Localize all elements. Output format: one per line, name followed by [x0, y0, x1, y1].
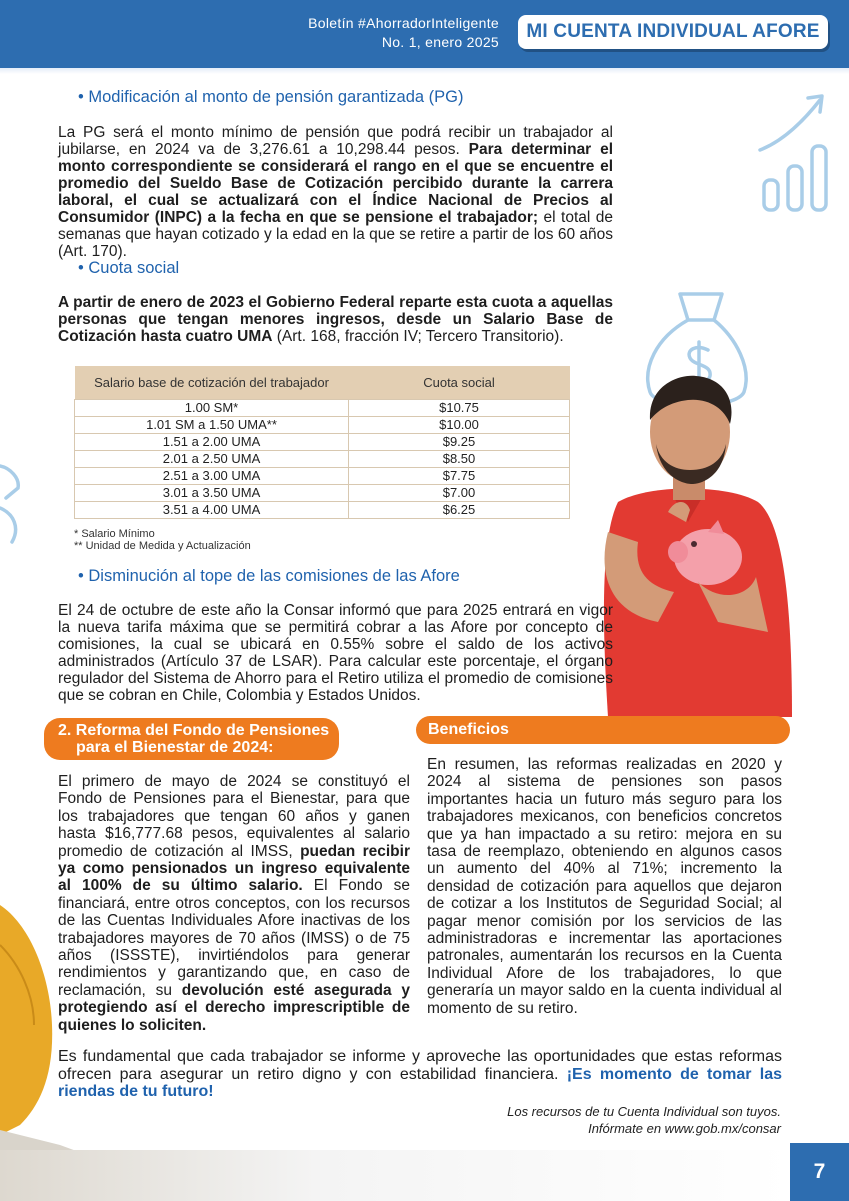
- bullet-cuota-social: • Cuota social: [78, 259, 180, 277]
- cuota-social-text: [58, 294, 613, 345]
- table-cell: 2.51 a 3.00 UMA: [75, 467, 349, 484]
- table-cell: 1.01 SM a 1.50 UMA**: [75, 416, 349, 433]
- table-row: [75, 484, 570, 501]
- left-bag-icon: [0, 458, 30, 548]
- page-number: 7: [790, 1143, 849, 1201]
- table-footnotes: [74, 528, 251, 552]
- table-cell: 1.51 a 2.00 UMA: [75, 433, 349, 450]
- table-row: [75, 501, 570, 518]
- reforma-heading-badge: [44, 718, 339, 760]
- reforma-text-bold2: devolución esté asegurada y protegiendo así el derecho imprescriptible de quienes lo soliciten.: [58, 981, 411, 1034]
- table-header-salario: Salario base de cotización del trabajador: [75, 366, 349, 399]
- header-title: MI CUENTA INDIVIDUAL AFORE: [526, 21, 820, 42]
- bulletin-name: Boletín #AhorradorInteligente: [308, 15, 499, 31]
- table-cell: $8.50: [349, 450, 570, 467]
- table-cell: $7.75: [349, 467, 570, 484]
- table-cell: 3.01 a 3.50 UMA: [75, 484, 349, 501]
- beneficios-heading: Beneficios: [428, 721, 509, 738]
- table-cell: $10.00: [349, 416, 570, 433]
- reforma-text: [58, 773, 410, 1034]
- cuota-social-table: [74, 366, 570, 519]
- table-cell: $9.25: [349, 433, 570, 450]
- bulletin-issue: No. 1, enero 2025: [381, 34, 499, 50]
- beneficios-text: En resumen, las reformas realizadas en 2020 y 2024 al sistema de pensiones son pasos importantes hacia un futuro más seguro para los trabajadores mexicanos, con beneficios concretos que ya han impactado a su retiro: mejora en su tasa de reemplazo, obteniendo en algunos casos un aumento del 40% al 71%; incremento la densidad de cotización para aquellos que dejaron de cotizar a los Institutos de Seguridad Social; al pagar menor comisión por los servicios de las administradoras e incrementar las aportaciones patronales, aumentarán los recursos en la Cuenta Individual Afore de los trabajadores, lo que generaría un mayor saldo en la cuenta individual al momento de su retiro.: [427, 756, 782, 1017]
- table-row: [75, 416, 570, 433]
- cuota-text-end: (Art. 168, fracción IV; Tercero Transitorio).: [276, 328, 564, 345]
- bullet-comisiones: • Disminución al tope de las comisiones de las Afore: [78, 567, 460, 585]
- signature-line1: Los recursos de tu Cuenta Individual son tuyos.: [507, 1104, 781, 1119]
- table-row: [75, 433, 570, 450]
- closing-text: Es fundamental que cada trabajador se informe y aproveche las oportunidades que estas reformas ofrecen para asegurar un retiro digno y con estabilidad financiera.: [58, 1048, 782, 1083]
- pg-text-plain: La PG será el monto mínimo de pensión que podrá recibir un trabajador al jubilarse, en 2024 va de 3,276.61 a 10,298.44 pesos.: [58, 124, 613, 158]
- pension-garantizada-text: [58, 124, 613, 260]
- table-cell: 3.51 a 4.00 UMA: [75, 501, 349, 518]
- bottom-desk-gradient: [0, 1150, 790, 1201]
- table-cell: 1.00 SM*: [75, 399, 349, 416]
- table-row: [75, 450, 570, 467]
- table-row: [75, 399, 570, 416]
- growth-chart-icon: [748, 88, 846, 218]
- signature-line2: Infórmate en www.gob.mx/consar: [588, 1121, 781, 1136]
- reforma-text-mid: El Fondo se financiará, entre otros conceptos, con los recursos de las Cuentas Individuales Afore inactivas de los trabajadores mayores de 70 años (IMSS) o de 75 años (ISSSTE), invirtiéndolos para generar rendimientos y garantizando que, en caso de reclamación, su: [58, 877, 410, 999]
- table-header-cuota: Cuota social: [349, 366, 570, 399]
- closing-paragraph: [58, 1048, 782, 1101]
- table-cell: 2.01 a 2.50 UMA: [75, 450, 349, 467]
- closing-highlight: ¡Es momento de tomar las riendas de tu futuro!: [58, 1065, 783, 1100]
- footnote-uma: ** Unidad de Medida y Actualización: [74, 540, 251, 552]
- bullet-pension-garantizada: • Modificación al monto de pensión garantizada (PG): [78, 88, 464, 106]
- signature-note: [507, 1103, 781, 1137]
- header-bulletin-info: [308, 14, 499, 52]
- cuota-text-bold: A partir de enero de 2023 el Gobierno Federal reparte esta cuota a aquellas personas que tengan menores ingresos, desde un Salario Base de Cotización hasta cuatro UMA: [58, 294, 613, 345]
- pg-text-end: el total de semanas que hayan cotizado y la edad en la que se retire a partir de los 60 años (Art. 170).: [58, 209, 614, 260]
- footnote-salario-minimo: * Salario Mínimo: [74, 528, 155, 540]
- pg-text-bold: Para determinar el monto correspondiente se considerará el rango en el que se encuentre el promedio del Sueldo Base de Cotización percibido durante la carrera laboral, el cual se actualizará con el Índice Nacional de Precios al Consumidor (INPC) a la fecha en que se pensione el trabajador;: [58, 141, 613, 226]
- beneficios-heading-badge: [416, 716, 790, 744]
- comisiones-text: El 24 de octubre de este año la Consar informó que para 2025 entrará en vigor la nueva tarifa máxima que se permitirá cobrar a las Afore por concepto de comisiones, la cual se ubicará en 0.55% sobre el saldo de los activos administrados (Artículo 37 de LSAR). Para calcular este porcentaje, el órgano regulador del Sistema de Ahorro para el Retiro utiliza el promedio de comisiones que se cobran en Chile, Colombia y Estados Unidos.: [58, 602, 613, 704]
- table-cell: $10.75: [349, 399, 570, 416]
- table-cell: $7.00: [349, 484, 570, 501]
- table-cell: $6.25: [349, 501, 570, 518]
- table-row: [75, 467, 570, 484]
- reforma-text-bold1: puedan recibir ya como pensionados un ingreso equivalente al 100% de su último salario.: [58, 842, 410, 895]
- header-title-badge: [518, 15, 828, 49]
- reforma-heading-line1: 2. Reforma del Fondo de Pensiones: [58, 722, 330, 739]
- reforma-text-plain: El primero de mayo de 2024 se constituyó el Fondo de Pensiones para el Bienestar, para que los trabajadores que tengan 60 años y ganen hasta $16,777.68 pesos, equivalentes al salario promedio de cotización al IMSS,: [58, 773, 410, 860]
- reforma-heading-line2: para el Bienestar de 2024:: [76, 739, 274, 756]
